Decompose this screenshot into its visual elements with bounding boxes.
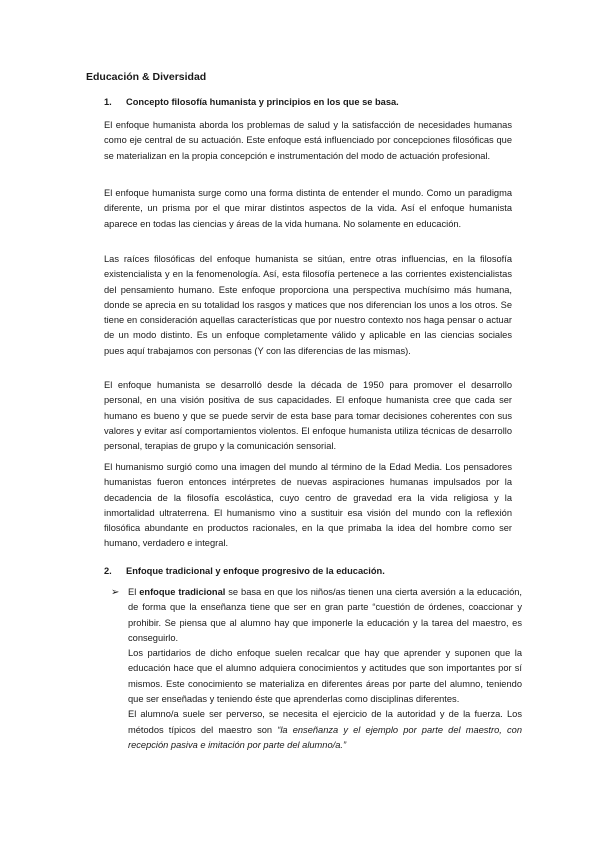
section-2-heading — [104, 566, 385, 576]
bullet-paragraph-3 — [128, 707, 522, 753]
bullet-p1-rest: se basa en que los niños/as tienen una cierta aversión a la educación, de forma que la enseñanza tiene que ser en gran parte “cuestión de órdenes, coaccionar y prohibir. Se piensa que al alumno hay que imponerle la educación y la tarea del maestro, es conseguirlo. — [128, 587, 522, 643]
bullet-p1-bold-term: enfoque tradicional — [139, 587, 226, 597]
section-1-paragraph-3: Las raíces filosóficas del enfoque humanista se sitúan, entre otras influencias, en la filosofía existencialista y en la fenomenología. Así, esta filosofía pertenece a las corrientes existencialistas del pensamiento humano. Este enfoque proporciona una perspectiva muchísimo más humana, donde se aprecia en su totalidad los rasgos y matices que nos diferencian los unos a los otros. Se tiene en consideración aquellas características que por nuestro contexto nos haga pensar o actuar de un modo distinto. Es un enfoque completamente válido y aplicable en las ciencias sociales pues aquí trabajamos con personas (Y con las diferencias de las mismas). — [104, 254, 512, 356]
section-2-heading-text: Enfoque tradicional y enfoque progresivo de la educación. — [126, 566, 385, 576]
bullet-paragraph-1 — [128, 585, 522, 646]
arrow-bullet-icon: ➢ — [111, 587, 120, 598]
section-2-number: 2. — [104, 566, 112, 576]
bullet-p1-prefix: El — [128, 587, 140, 597]
section-1-paragraph-5: El humanismo surgió como una imagen del mundo al término de la Edad Media. Los pensadores humanistas fueron entonces intérpretes de nuevas aspiraciones humanas impulsados por la decadencia de la filosofía escolástica, cuyo centro de gravedad era la vida religiosa y la inmortalidad ultraterrena. El humanismo vino a sustituir esa visión del mundo con la reflexión filosófica abundante en productos racionales, en la que primaba la idea del hombre como ser humano, verdadero e integral. — [104, 462, 512, 549]
section-2-bullet — [111, 585, 522, 753]
section-1-heading-text: Concepto filosofía humanista y principios en los que se basa. — [126, 97, 399, 107]
bullet-p3-text: El alumno/a suele ser perverso, se necesita el ejercicio de la autoridad y de la fuerza. Los métodos típicos del maestro son — [128, 709, 522, 735]
bullet-p3-quote: “la enseñanza y el ejemplo por parte del maestro, con recepción pasiva e imitación por parte del alumno/a.” — [128, 724, 522, 750]
document-title: Educación & Diversidad — [86, 71, 207, 83]
section-1-paragraph-2: El enfoque humanista surge como una forma distinta de entender el mundo. Como un paradigma diferente, un prisma por el que mirar distintos aspectos de la vida. Así el enfoque humanista aparece en todas las ciencias y áreas de la vida humana. No solamente en educación. — [104, 188, 512, 229]
section-1-heading — [104, 97, 399, 107]
section-1-paragraph-1: El enfoque humanista aborda los problemas de salud y la satisfacción de necesidades humanas como eje central de su actuación. Este enfoque está influenciado por concepciones filosóficas que se materializan en la propia concepción e instrumentación del modo de actuación profesional. — [104, 120, 512, 161]
bullet-paragraph-2: Los partidarios de dicho enfoque suelen recalcar que hay que aprender y suponen que la educación hace que el alumno adquiera conocimientos y actitudes que son importantes por sí mismos. Este conocimiento se materializa en diferentes áreas por parte del alumno, teniendo que ser enseñadas y teniendo éste que aprenderlas como disciplinas diferentes. — [128, 648, 522, 705]
section-1-number: 1. — [104, 97, 112, 107]
section-1-paragraph-4: El enfoque humanista se desarrolló desde la década de 1950 para promover el desarrollo personal, en una visión positiva de sus capacidades. El enfoque humanista cree que cada ser humano es bueno y que se puede servir de esta base para tomar decisiones coherentes con sus valores y evitar así comportamientos violentos. El enfoque humanista utiliza técnicas de desarrollo personal, terapias de grupo y la comunicación sensorial. — [104, 380, 512, 452]
